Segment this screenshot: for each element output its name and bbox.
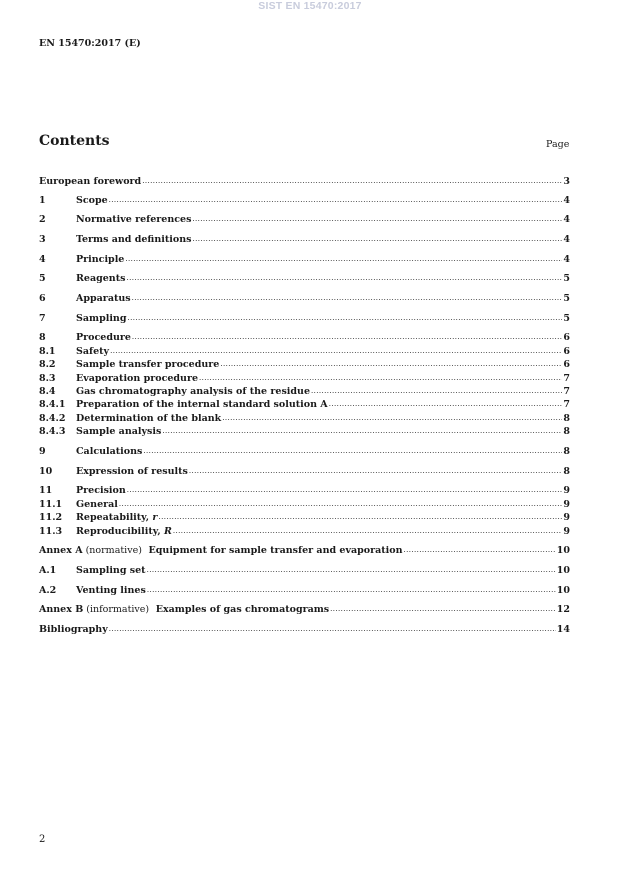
toc-number: 8.4.3 [39, 426, 66, 437]
toc-number: 8 [39, 332, 46, 343]
toc-entry-8-4-1[interactable] [39, 399, 570, 410]
toc-title: Determination of the blank [76, 413, 222, 424]
toc-title: Expression of results [76, 466, 188, 477]
toc-title-symbol: r [152, 512, 158, 523]
toc-title: Sample transfer procedure [76, 359, 220, 370]
toc-title-symbol: R [163, 526, 172, 537]
toc-title: Gas chromatography analysis of the residue [76, 386, 311, 397]
toc-number: 8.4 [39, 386, 56, 397]
dot-leader [132, 293, 563, 304]
toc-page: 9 [563, 512, 570, 523]
toc-title [76, 512, 157, 523]
toc-page: 4 [563, 254, 570, 265]
toc-title: Bibliography [39, 624, 108, 635]
toc-number: 7 [39, 313, 46, 324]
toc-title-text: Repeatability, [76, 512, 153, 523]
page-column-label: Page [546, 139, 570, 150]
toc-page: 5 [563, 293, 570, 304]
dot-leader [329, 399, 563, 410]
toc-title [76, 526, 172, 537]
toc-title: Reagents [76, 273, 126, 284]
toc-page: 4 [563, 195, 570, 206]
toc-number: 8.4.1 [39, 399, 66, 410]
dot-leader [142, 176, 562, 187]
toc-page: 5 [563, 273, 570, 284]
toc-entry-annex-a[interactable] [39, 545, 570, 556]
dot-leader [173, 526, 563, 537]
toc-number: 8.2 [39, 359, 56, 370]
dot-leader [158, 512, 562, 523]
toc-entry-6[interactable] [39, 293, 570, 304]
annex-title: Equipment for sample transfer and evaporation [141, 545, 403, 556]
annex-label: Annex A [39, 545, 83, 556]
toc-entry-8-4[interactable] [39, 386, 570, 397]
toc-title: Evaporation procedure [76, 373, 199, 384]
dot-leader [127, 313, 562, 324]
toc-title: Terms and definitions [76, 234, 192, 245]
toc-number: 2 [39, 214, 46, 225]
toc-entry-11-1[interactable] [39, 499, 570, 510]
dot-leader [147, 585, 556, 596]
dot-leader [189, 466, 563, 477]
toc-page: 4 [563, 214, 570, 225]
dot-leader [110, 346, 562, 357]
toc-entry-8-4-3[interactable] [39, 426, 570, 437]
toc-number: 11 [39, 485, 53, 496]
annex-label: Annex B [39, 604, 84, 615]
toc-title: Sampling set [76, 565, 146, 576]
toc-entry-8-1[interactable] [39, 346, 570, 357]
toc-title: Apparatus [76, 293, 131, 304]
dot-leader [132, 332, 562, 343]
dot-leader [199, 373, 562, 384]
toc-title: Venting lines [76, 585, 146, 596]
page-title: Contents [39, 133, 110, 149]
toc-title: Preparation of the internal standard solution A [76, 399, 328, 410]
toc-page: 9 [563, 499, 570, 510]
toc-entry-11-3[interactable] [39, 526, 570, 537]
toc-page: 8 [563, 413, 570, 424]
toc-entry-a-1[interactable] [39, 565, 570, 576]
toc-number: 11.3 [39, 526, 63, 537]
toc-page: 8 [563, 446, 570, 457]
toc-entry-7[interactable] [39, 313, 570, 324]
toc-title: Principle [76, 254, 125, 265]
dot-leader [147, 565, 556, 576]
toc-page: 4 [563, 234, 570, 245]
toc-page: 6 [563, 332, 570, 343]
toc-entry-a-2[interactable] [39, 585, 570, 596]
toc-number: 4 [39, 254, 46, 265]
toc-title: Scope [76, 195, 108, 206]
dot-leader [404, 545, 556, 556]
toc-title: General [76, 499, 118, 510]
toc-page: 12 [556, 604, 570, 615]
dot-leader [192, 214, 562, 225]
document-id: EN 15470:2017 (E) [39, 38, 141, 49]
dot-leader [162, 426, 562, 437]
toc-page: 6 [563, 346, 570, 357]
toc-page: 3 [563, 176, 570, 187]
toc-number: 8.3 [39, 373, 56, 384]
toc-title [39, 604, 329, 615]
dot-leader [126, 273, 562, 284]
toc-entry-11-2[interactable] [39, 512, 570, 523]
toc-page: 7 [563, 373, 570, 384]
toc-title: Safety [76, 346, 110, 357]
toc-number: A.2 [39, 585, 57, 596]
dot-leader [222, 413, 562, 424]
toc-page: 6 [563, 359, 570, 370]
toc-page: 5 [563, 313, 570, 324]
toc-number: 9 [39, 446, 46, 457]
annex-type: (normative) [82, 545, 142, 556]
toc-title: Sample analysis [76, 426, 162, 437]
toc-entry-3[interactable] [39, 234, 570, 245]
toc-number: 8.4.2 [39, 413, 66, 424]
toc-page: 10 [556, 565, 570, 576]
annex-type: (informative) [83, 604, 150, 615]
watermark: SIST EN 15470:2017 [258, 0, 362, 12]
toc-title: Sampling [76, 313, 127, 324]
dot-leader [109, 195, 563, 206]
toc-entry-1[interactable] [39, 195, 570, 206]
toc-title-text: Reproducibility, [76, 526, 164, 537]
toc-number: 3 [39, 234, 46, 245]
toc-entry-8-4-2[interactable] [39, 413, 570, 424]
toc-number: 8.1 [39, 346, 56, 357]
toc-page: 8 [563, 426, 570, 437]
toc-entry-9[interactable] [39, 446, 570, 457]
toc-number: 11.2 [39, 512, 63, 523]
toc-entry-11[interactable] [39, 485, 570, 496]
dot-leader [109, 624, 556, 635]
toc-entry-10[interactable] [39, 466, 570, 477]
toc-entry-5[interactable] [39, 273, 570, 284]
toc-entry-8[interactable] [39, 332, 570, 343]
dot-leader [311, 386, 562, 397]
toc-entry-annex-b[interactable] [39, 604, 570, 615]
toc-number: 11.1 [39, 499, 63, 510]
toc-number: A.1 [39, 565, 57, 576]
toc-title: Precision [76, 485, 126, 496]
toc-page: 9 [563, 526, 570, 537]
toc-entry-bibliography[interactable] [39, 624, 570, 635]
toc-page: 10 [556, 545, 570, 556]
toc-entry-2[interactable] [39, 214, 570, 225]
annex-title: Examples of gas chromatograms [149, 604, 330, 615]
toc-number: 10 [39, 466, 53, 477]
toc-entry-8-3[interactable] [39, 373, 570, 384]
toc-page: 10 [556, 585, 570, 596]
toc-page: 7 [563, 386, 570, 397]
toc-number: 5 [39, 273, 46, 284]
toc-number: 1 [39, 195, 46, 206]
toc-title: European foreword [39, 176, 142, 187]
toc-entry-foreword[interactable] [39, 176, 570, 187]
dot-leader [119, 499, 562, 510]
toc-page: 8 [563, 466, 570, 477]
dot-leader [127, 485, 563, 496]
toc-title [39, 545, 403, 556]
dot-leader [220, 359, 562, 370]
toc-page: 14 [556, 624, 570, 635]
page-number: 2 [39, 834, 46, 845]
toc-page: 9 [563, 485, 570, 496]
toc-title: Calculations [76, 446, 143, 457]
dot-leader [330, 604, 556, 615]
toc-number: 6 [39, 293, 46, 304]
toc-entry-4[interactable] [39, 254, 570, 265]
toc-title: Procedure [76, 332, 131, 343]
dot-leader [143, 446, 562, 457]
toc-title: Normative references [76, 214, 192, 225]
toc-entry-8-2[interactable] [39, 359, 570, 370]
dot-leader [125, 254, 562, 265]
toc-page: 7 [563, 399, 570, 410]
dot-leader [192, 234, 562, 245]
